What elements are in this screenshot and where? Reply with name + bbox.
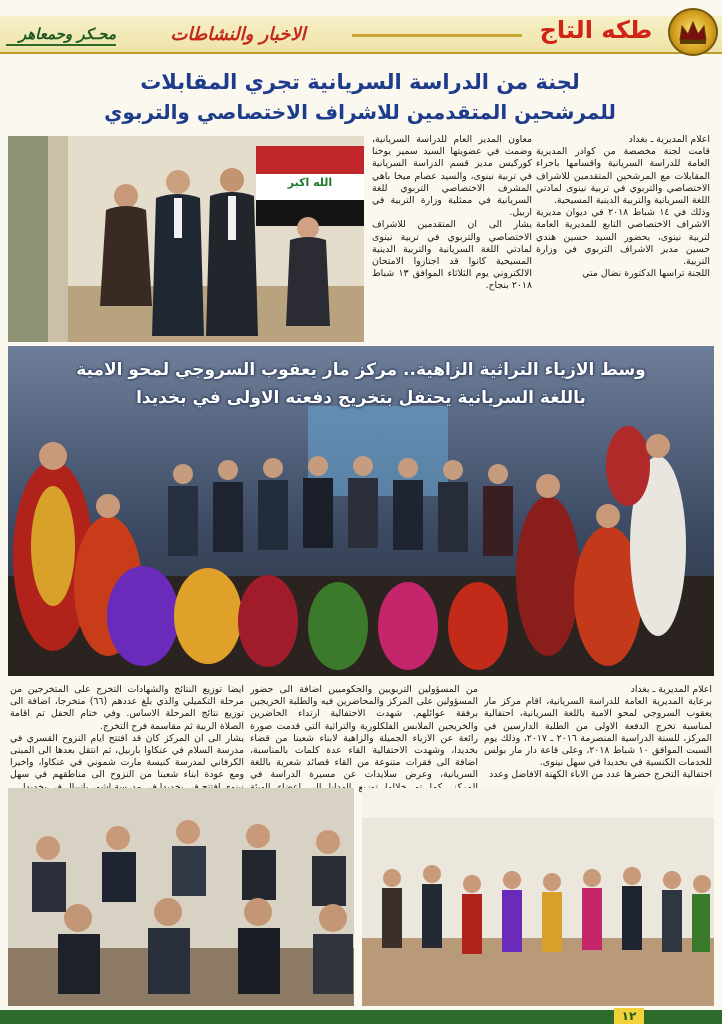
- bottom-photo-right: [362, 788, 714, 1006]
- header-section-title: الاخبار والنشاطات: [170, 24, 306, 45]
- article1-headline-line1: لجنة من الدراسة السريانية تجري المقابلات: [140, 70, 580, 94]
- header-logo-text: طكه التاج: [539, 16, 653, 44]
- flag-text: الله اكبر: [287, 176, 333, 189]
- crown-icon: [668, 8, 718, 56]
- header-rule: [352, 34, 522, 37]
- article2-column-left: ايضا توزيع النتائج والشهادات التخرج على المتخرجين من مرحلة التكميلي والذي بلغ عددهم (٦٦) متخرجا، اضافة الى توزيع نتائج المرحلة الاساس. وفي ختام الحفل تم اقامة الصلاة الربية ثم مقاسمة فرح التخرج. يشار الى ان المركز كان قد افتتح ايام النزوح القسري في مدرسة السلام في عنكاوا باربيل، ثم انتقل بعدها الى المبنى الكرفاني لمدرسة كنيسة مارت شموني في عنكاوا، واخيرا ومع عودة ابناء شعبنا من النزوح الى مناطقهم في سهل: [10, 684, 244, 781]
- article1-column-left: معاون المدير العام للدراسة السريانية، وضمت في عضويتها السيد سمير يوخنا كوركيس مدير قسم الدراسة السريانية في تربية نينوى، والسيد عصام ميخا باهي المشرف الاختصاصي التربوي للغة السريانية في ممثلية وزارة التربية في اربيل. يشار الى ان المتقدمين للاشراف الاختصاصي والتربوي في تربية نينوى لمادتي اللغة السريانية والتربية الدينية المسيحية كانوا قد اجتازوا الامتحان الالكتروني يوم الثلاثاء الموافق ١٣ شباط ٢٠١٨ بنجاح.: [372, 134, 532, 292]
- article1-photo: [8, 136, 364, 342]
- page-number: ١٢: [614, 1008, 644, 1024]
- article2-headline-line1: وسط الازياء التراثية الزاهية.. مركز مار يعقوب السروجي لمحو الامية: [76, 360, 646, 380]
- article2-banner: [8, 346, 714, 676]
- article2-headline-line2: باللغة السريانية يحتفل بتخريج دفعته الاولى في بخديدا: [136, 388, 586, 408]
- page-header: [0, 0, 722, 60]
- article1-headline-line2: للمرشحين المتقدمين للاشراف الاختصاصي والتربوي: [104, 100, 616, 124]
- bottom-photo-left: [8, 788, 354, 1006]
- article2-column-right: اعلام المديرية ـ بغداد برعاية المديرية العامة للدراسة السريانية، اقام مركز مار يعقوب السروجي لمحو الامية باللغة السريانية، احتفالية لمناسبة تخرج الدفعة الاولى من الطلبة الدارسين في المركز، للسنة الدراسية المنصرمة ٢٠١٦ ـ ٢٠١٧، وذلك يوم السبت الموافق ١٠ شباط ٢٠١٨، وعلى قاعة دار مار بولس للخدمات الكنسية في بخديدا في سهل نينوى. احتفالية التخرج حضرها عدد من الاباء الكهنة الافاضل وعدد: [484, 684, 712, 781]
- article2-column-middle: من المسؤولين التربويين والحكوميين اضافة الى حضور المسؤولين على المركز والمحاضرين فيه والطلبة الخريجين برفقة عوائلهم. شهدت الاحتفالية ارتداء الحاضرين والخريجين الملابس الفلكلورية والتراثية التي قدمت صورة رائعة عن الازياء الجميلة والزاهية لابناء شعبنا من قضاء بخديدا، وشهدت الاحتفالية القاء عدة كلمات بالمناسبة، اضافة الى فقرات متنوعة من القاء قصائد شعرية باللغة السريانية، وعرض سلايدات عن مسيرة الدراسة في: [250, 684, 478, 781]
- article1-column-right: اعلام المديرية ـ بغداد قامت لجنة مخصصة من كوادر المديرية العامة للدراسة السريانية واقسامها باجراء المقابلات مع المرشحين المتقدمين للاشراف الاختصاصي والتربوي في تربية نينوى لمادتي اللغة السريانية والتربية الدينية المسيحية. وذلك في ١٤ شباط ٢٠١٨ في ديوان مديرية الاشراف الاختصاصي التابع للمديرية العامة لتربية نينوى، بحضور السيد حسين هندي حسين مدير الاشراف التربوي في وزارة التربية. اللجنة تراسها الدكتورة نضال متي: [536, 134, 710, 280]
- header-decoration: محـكر وحمعاهر: [18, 25, 117, 43]
